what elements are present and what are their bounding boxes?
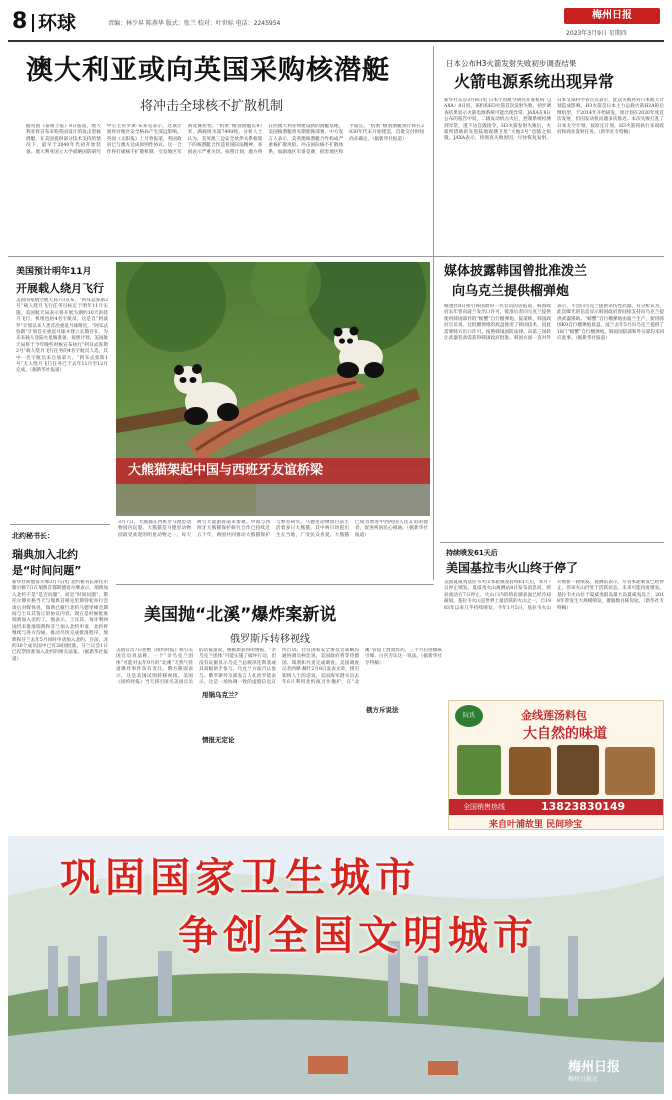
lead-subheadline: 将冲击全球核不扩散机制 — [140, 99, 284, 114]
page-number: 8 — [12, 9, 28, 34]
lead-body: 据英国《泰晤士报》8日报道，澳大利亚将宣布采购英国设计的攻击型核潜艇，在美国提供部分技术支持的情况下，最早于2040年代初开始装备。澳大利亚国立大学战略国防研究中心主管罗斯·布莱克表示，这项计划将对地区安全格局产生深远影响。英国《太阳报》上月曾报道，英国政府已与澳方达成原则性协议。这一合作将打破核不扩散机制，引发地区军备竞赛担忧。“机密”级别潜艇长97米，满载排水量7400吨。分析人士认为，美英澳三边安全伙伴关系框架下的核潜艇合作违背国际法精神，多国表示严重关切。按照计划，澳方将在西澳大利亚州建设新的潜艇基地，美国核潜艇将先期轮换部署。中方发言人表示，美英澳核潜艇合作构成严重核扩散风险，冲击国际核不扩散体系，加剧地区军备竞赛，损害地区和平稳定。“机密”级别潜艇预计将在2030年代末开始建造，首批交付时间尚未确定。（据新华社报道） — [26, 124, 424, 155]
korea-headline-1: 媒体披露韩国曾批准泼兰 — [444, 264, 588, 279]
left-divider-1 — [10, 524, 110, 525]
ad-slogan: 大自然的味道 — [523, 726, 607, 742]
ad-footer: 来自叶浦故里 民间珍宝 — [489, 820, 583, 830]
nordstream-headline: 美国抛“北溪”爆炸案新说 — [144, 605, 337, 625]
volcano-kicker: 持续喷发61天后 — [446, 549, 498, 557]
volcano-body: 美国夏威夷基拉韦火山本轮喷发持续61天后，本月7日停止喷发。夏威夷火山观测站8日发布消息说，熔岩流动在7日停止，火山口内的熔岩湖表面已经冷却凝固。基拉韦火山是世界上最活跃的火山之一，自1983年以来几乎持续喷发。今年1月5日，基拉韦火山开始新一轮喷发。观测站表示，尽管本轮喷发已经停止，但该火山仍处于活跃状态，未来可能再度喷发。基拉韦火山位于夏威夷群岛最大岛夏威夷岛上，2018年曾发生大规模喷发，摧毁数百栋房屋。（新华社专特稿） — [444, 580, 664, 611]
nordstream-subheadline: 俄罗斯斥转移视线 — [230, 634, 310, 645]
civic-banner — [8, 836, 664, 1094]
nordstream-subhead-1: 甩锅乌克兰？ — [202, 691, 241, 699]
divider-rule-right — [440, 542, 664, 543]
ad-logo — [455, 705, 483, 727]
korea-headline-2: 向乌克兰提供榴弹炮 — [452, 284, 570, 299]
masthead-logo — [564, 8, 660, 24]
moon-body: 美国国家航空航天局7日宣布，“阿耳忒弥斯2号”载人绕月飞行任务目标定于明年11月实施。美国航天局表示将开展为期约10天的绕月飞行，机组包括4名宇航员。这是自“阿波罗”计划以来人类首次重返月球附近。“阿耳忒弥斯”计划旨在重返月球并建立长期存在，为未来载人登陆火星做准备。按照计划，美国航天局将于今年晚些时候宣布执行“阿耳忒弥斯2号”载人绕月飞行任务的4名宇航员人选，其中一名宇航员来自加拿大。“阿耳忒弥斯1号”无人绕月飞行任务已于去年11月至12月完成。（据新华社报道） — [16, 298, 108, 374]
ad-product-1 — [457, 745, 501, 795]
section-divider — [32, 14, 34, 32]
rocket-kicker: 日本公布H3火箭发射失败初步调查结果 — [446, 59, 577, 68]
panda-caption-band — [116, 458, 430, 484]
ad-logo-text: 阮氏 — [462, 712, 475, 719]
rocket-body: 新华社东京3月8日电 日本宇宙航空研究开发机构（JAXA）8日说，该机构H3火箭首次发射失败，初步调查结果显示火箭电源系统可能出现异常。JAXA在8日公布的报告中说，二级发动机点火后，控制系统检测到异常，遂下达自毁指令。H3火箭发射失败后，火箭所搭载的先进陆地观测卫星“大地3号”也随之损毁。JAXA表示，将彻查失败原因，尽快恢复发射。日本文部科学省官员表示，此次失败将对日本航天计划造成影响。H3火箭是日本主力运载火箭H2A的后继机型，于2014年开始研发，原计划在2020年度首次发射，但因发动机问题多次推迟。本次失败打乱了日本太空计划，按原定计划，H3火箭将执行多项政府和商业发射任务。（新华社专特稿） — [444, 98, 664, 142]
panda-body: 3月7日，大熊猫在西班牙马德里动物园内玩耍。大熊猫是马德里动物园最受欢迎的明星动物之一，每天吸引大量游客前来参观。中国与西班牙大熊猫保护研究合作已持续近五十年，两国共同推动大熊猫保护与繁育研究。马德里动物园目前生活着多只大熊猫，其中两只幼崽出生在当地，广受民众喜爱。大熊猫已成为增进中西两国人民友谊的使者，促进两国民心相通。（据新华社报道） — [118, 520, 428, 538]
banner-line-2: 争创全国文明城市 — [178, 913, 538, 959]
paper-watermark — [568, 1060, 660, 1090]
watermark-sub: 梅州日报社 — [568, 1076, 599, 1083]
moon-kicker: 美国预计明年11月 — [16, 267, 92, 277]
section-title: 环球 — [38, 12, 77, 34]
ad-product-4 — [605, 747, 655, 795]
header-rule — [8, 40, 664, 42]
banner-line-1: 巩固国家卫生城市 — [60, 855, 420, 901]
herbal-ad[interactable] — [448, 700, 664, 830]
nato-kicker: 北约秘书长： — [12, 532, 54, 540]
ad-brand: 金线莲汤料包 — [521, 709, 587, 722]
panda-photo — [116, 262, 430, 516]
ad-phone-label: 全国销售热线 — [463, 803, 505, 811]
nordstream-subhead-3: 俄方斥说法 — [366, 706, 399, 714]
paper-name: 梅州日报 — [592, 10, 632, 21]
lead-headline: 澳大利亚或向英国采购核潜艇 — [26, 55, 390, 86]
nordstream-body: 美国官员7日拒绝《纽约时报》援引美国官员说法称，一个“亲乌克兰团体”可能对去年9月的“北溪”天然气管道爆炸事件负有责任。俄方随即表示，这是美国试图转移视线。美国《纽约时报》当天援引匿名美国官员的话报道说，根据新获得的情报，“亲乌克兰团体”可能实施了破坏行动，但没有证据显示乌克兰总统泽连斯基或其高级助手参与。乌克兰方面否认参与。俄罗斯外交部发言人扎哈罗娃表示，这是一场协调一致的虚假信息宣传行动。白宫国家安全委员会战略沟通协调员柯比说，美国政府将等待德国、瑞典和丹麦完成调查。美国调查记者西摩·赫什2月8日发表文章，援引知情人士的话说，美国海军潜水员去年6月利用北约演习作掩护，在“北溪”管道上放置炸药，三个月后由挪威引爆。白宫否认这一说法。（据新华社专特稿） — [116, 648, 442, 686]
rocket-headline: 火箭电源系统出现异常 — [454, 72, 615, 91]
ad-product-3 — [557, 745, 599, 795]
nato-headline-2: 是“时间问题” — [12, 564, 82, 577]
nato-headline-1: 瑞典加入北约 — [12, 548, 78, 561]
volcano-headline: 美国基拉韦火山终于停了 — [446, 561, 579, 575]
watermark-name: 梅州日报 — [568, 1060, 621, 1075]
editor-credits: 责编：林少昇 陈燕华 版式：张兰 校对：叶世标 电话：2245954 — [108, 20, 281, 27]
mid-top-rule — [116, 584, 434, 585]
issue-date: 2023年3月9日 星期四 — [566, 30, 627, 37]
ad-phone-number: 13823830149 — [541, 800, 626, 813]
panda-caption: 大熊猫架起中国与西班牙友谊桥梁 — [128, 463, 324, 478]
moon-headline: 开展载人绕月飞行 — [16, 282, 104, 295]
nordstream-subhead-2: 情报无定论 — [202, 736, 235, 744]
ad-product-2 — [509, 747, 551, 795]
nato-body: 新华社斯德哥尔摩3月7日电 北约秘书长斯托尔滕贝格7日在瑞典首都斯德哥尔摩表示，瑞典加入北约不是“是否问题”，而是“时间问题”。斯托尔滕贝格当天与瑞典首相克里斯特松举行会谈后对媒体说，瑞典已履行北约马德里峰会期间与土耳其签订的协议内容，现在是时候批准瑞典加入北约了。他表示，土耳其、匈牙利两国仍未批准瑞典和芬兰加入北约申请，北约将继续与各方沟通，推动尽快完成批准程序。瑞典和芬兰去年5月同时申请加入北约。目前，北约30个成员国中已有28国批准。芬兰议会1日已投票批准加入北约的相关法案。（据新华社报道） — [12, 580, 108, 662]
page-header — [8, 6, 664, 38]
divider-rule-1 — [8, 256, 664, 257]
korea-body: 路透社8日援引韩国政府一名官员的话报道，韩国政府去年曾向波兰发出口许可，批准后者向乌克兰提供使用韩国部件的“螃蟹”自行榴弹炮。报道称，韩国政府官员说，这批榴弹炮的底盘使用了韩国技术，因此需要韩方出口许可。按照韩国国防法律，向第三国转让武器装备需获得韩国政府批准。韩国方面一直对外表示，不会向乌克兰提供杀伤性武器。有分析认为，此次曝光的信息显示韩国政府曾间接支持向乌克兰提供武器援助。“螃蟹”自行榴弹炮由波兰生产，使用韩国K9自行榴弹炮底盘。波兰去年5月向乌克兰提供了18门“螃蟹”自行榴弹炮。韩国国防部和外交部均未回应此事。（据新华社报道） — [444, 304, 664, 342]
vertical-divider-top — [433, 46, 434, 580]
ad-phone-bar[interactable] — [449, 799, 664, 815]
